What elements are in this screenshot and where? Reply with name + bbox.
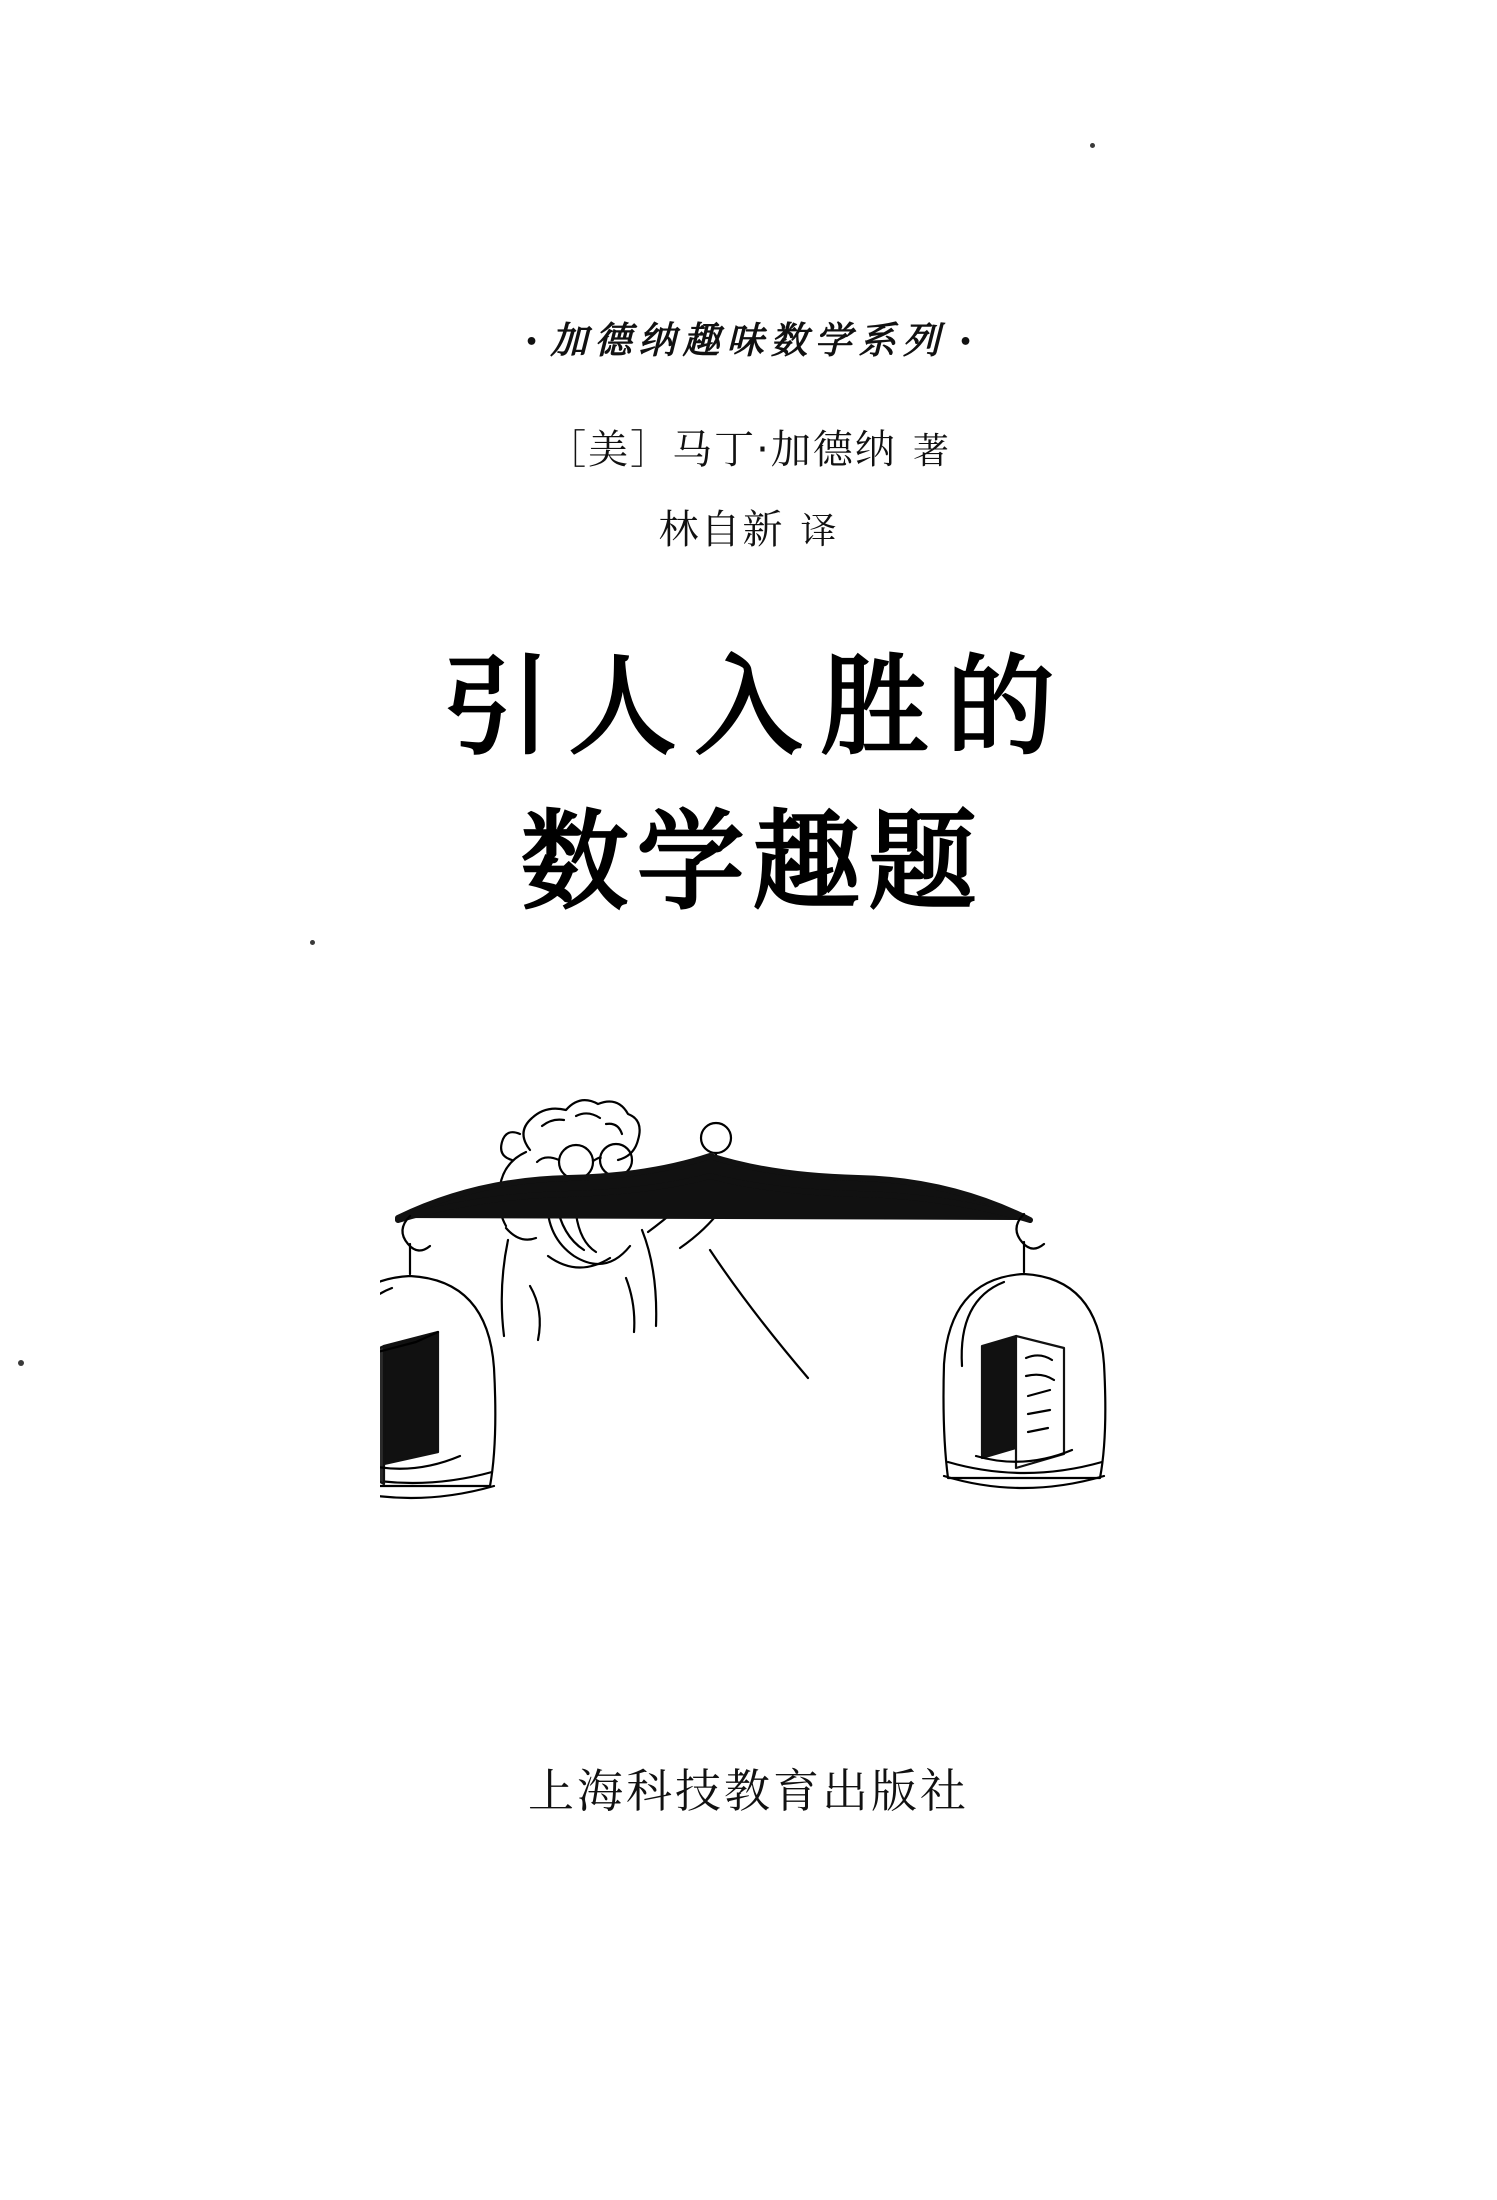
- author-name: ［美］马丁·加德纳: [546, 427, 897, 473]
- series-title-text: 加德纳趣味数学系列: [550, 319, 947, 362]
- right-pan-group: [944, 1214, 1106, 1488]
- balance-scale-illustration: [380, 1090, 1120, 1550]
- left-pan-group: [380, 1216, 495, 1498]
- publisher-name: 上海科技教育出版社: [528, 1764, 969, 1818]
- translator-line: [0, 498, 1497, 555]
- translator-role: 译: [800, 511, 839, 552]
- book-title-line-2: 数学趣题: [520, 800, 985, 925]
- bullet-right-icon: •: [958, 330, 973, 355]
- author-line: [0, 418, 1497, 475]
- book-title-line-1: 引人入胜的: [442, 645, 1073, 770]
- translator-name: 林自新: [658, 507, 785, 553]
- series-title: [0, 310, 1497, 364]
- bullet-left-icon: •: [524, 330, 539, 355]
- scan-speck: [1090, 143, 1095, 148]
- scan-speck: [310, 940, 315, 945]
- scan-speck: [18, 1360, 24, 1366]
- author-role: 著: [912, 431, 951, 472]
- balance-beam: [398, 1156, 1030, 1220]
- man-figure: [487, 1100, 808, 1378]
